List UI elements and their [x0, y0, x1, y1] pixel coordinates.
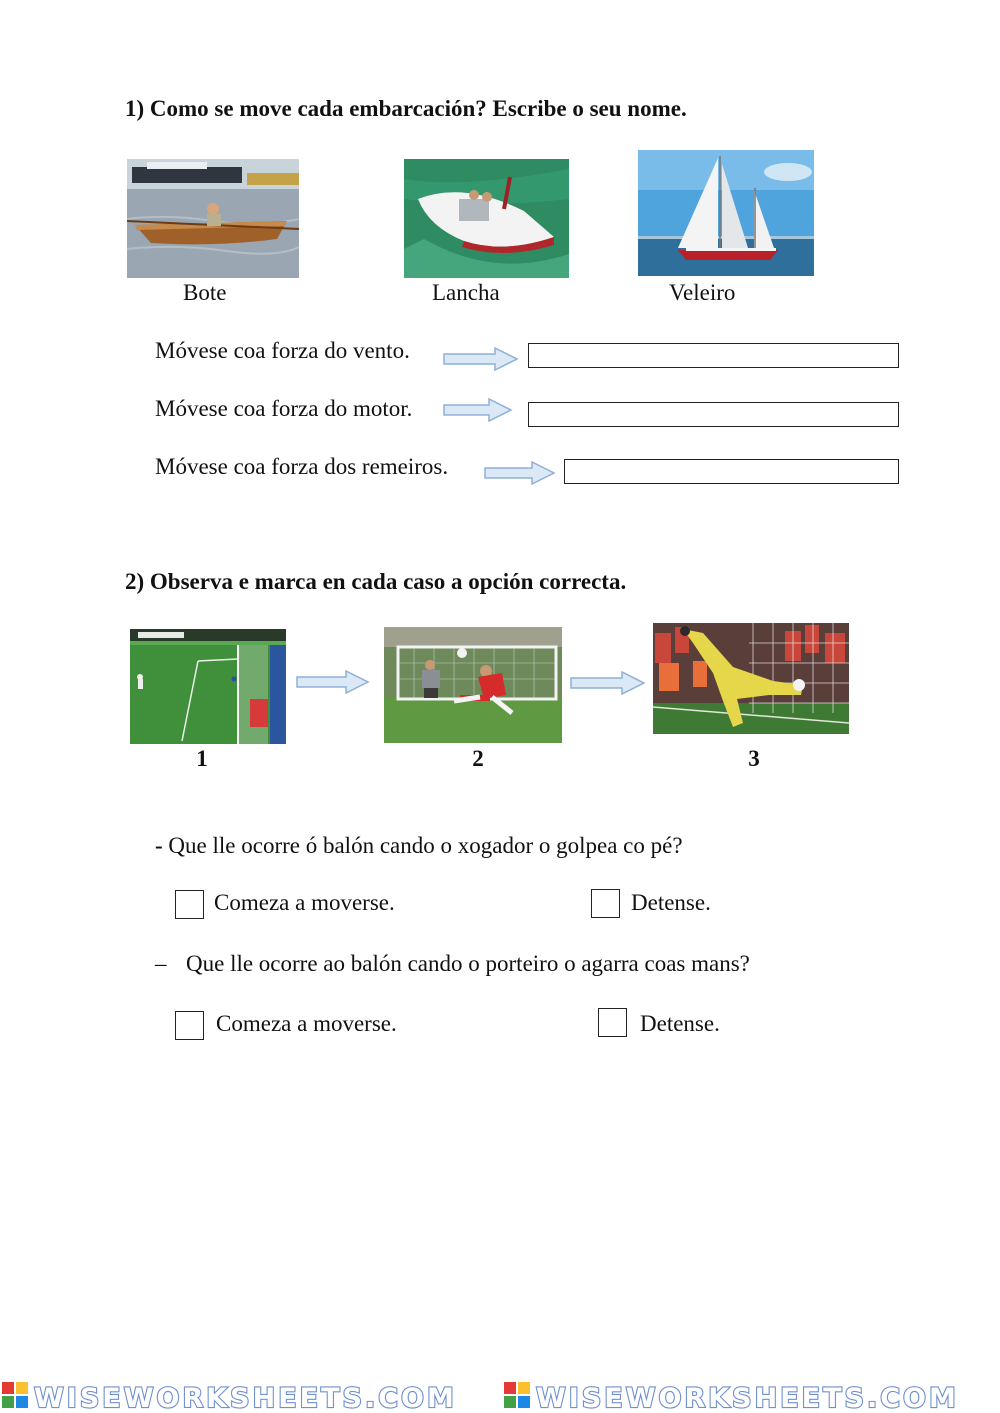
question-2 [155, 951, 750, 977]
football-photo-3 [653, 623, 849, 734]
image-label-3: 3 [748, 746, 760, 771]
question-1 [155, 833, 683, 859]
boat-caption-lancha: Lancha [432, 280, 500, 305]
option-q1-moves: Comeza a moverse. [214, 890, 395, 915]
answer-input-wind[interactable] [528, 343, 899, 368]
boat-caption-bote: Bote [183, 280, 227, 305]
answer-input-rowers[interactable] [564, 459, 899, 484]
logo-icon [2, 1382, 28, 1408]
football-photo-2 [384, 627, 562, 743]
question-dash: - [155, 833, 163, 858]
watermark-text: WISEWORKSHEETS.COM [34, 1383, 457, 1413]
checkbox-q2-moves[interactable] [175, 1011, 204, 1040]
statement-wind: Móvese coa forza do vento. [155, 338, 410, 363]
arrow-right-icon [443, 398, 513, 422]
option-q2-moves: Comeza a moverse. [216, 1011, 397, 1036]
checkbox-q1-moves[interactable] [175, 890, 204, 919]
watermark-footer [0, 1378, 1000, 1413]
section2-heading: 2) Observa e marca en cada caso a opción correcta. [125, 569, 627, 594]
checkbox-q1-stops[interactable] [591, 889, 620, 918]
watermark-text: WISEWORKSHEETS.COM [536, 1383, 959, 1413]
question-dash: – [155, 951, 167, 976]
question-text: Que lle ocorre ao balón cando o porteiro o agarra coas mans? [186, 951, 750, 976]
logo-icon [504, 1382, 530, 1408]
rowboat-photo [127, 159, 299, 278]
arrow-right-icon [443, 347, 519, 371]
arrow-right-icon [296, 670, 370, 694]
image-label-1: 1 [196, 746, 208, 771]
answer-input-motor[interactable] [528, 402, 899, 427]
option-q1-stops: Detense. [631, 890, 711, 915]
arrow-right-icon [484, 461, 556, 485]
option-q2-stops: Detense. [640, 1011, 720, 1036]
arrow-right-icon [570, 671, 646, 695]
statement-motor: Móvese coa forza do motor. [155, 396, 413, 421]
checkbox-q2-stops[interactable] [598, 1008, 627, 1037]
motorboat-photo [404, 159, 569, 278]
sailboat-photo [638, 150, 814, 276]
image-label-2: 2 [472, 746, 484, 771]
statement-rowers: Móvese coa forza dos remeiros. [155, 454, 449, 479]
boat-caption-veleiro: Veleiro [669, 280, 736, 305]
section1-heading: 1) Como se move cada embarcación? Escribe o seu nome. [125, 96, 687, 121]
question-text: Que lle ocorre ó balón cando o xogador o golpea co pé? [168, 833, 683, 858]
football-photo-1 [130, 629, 286, 744]
